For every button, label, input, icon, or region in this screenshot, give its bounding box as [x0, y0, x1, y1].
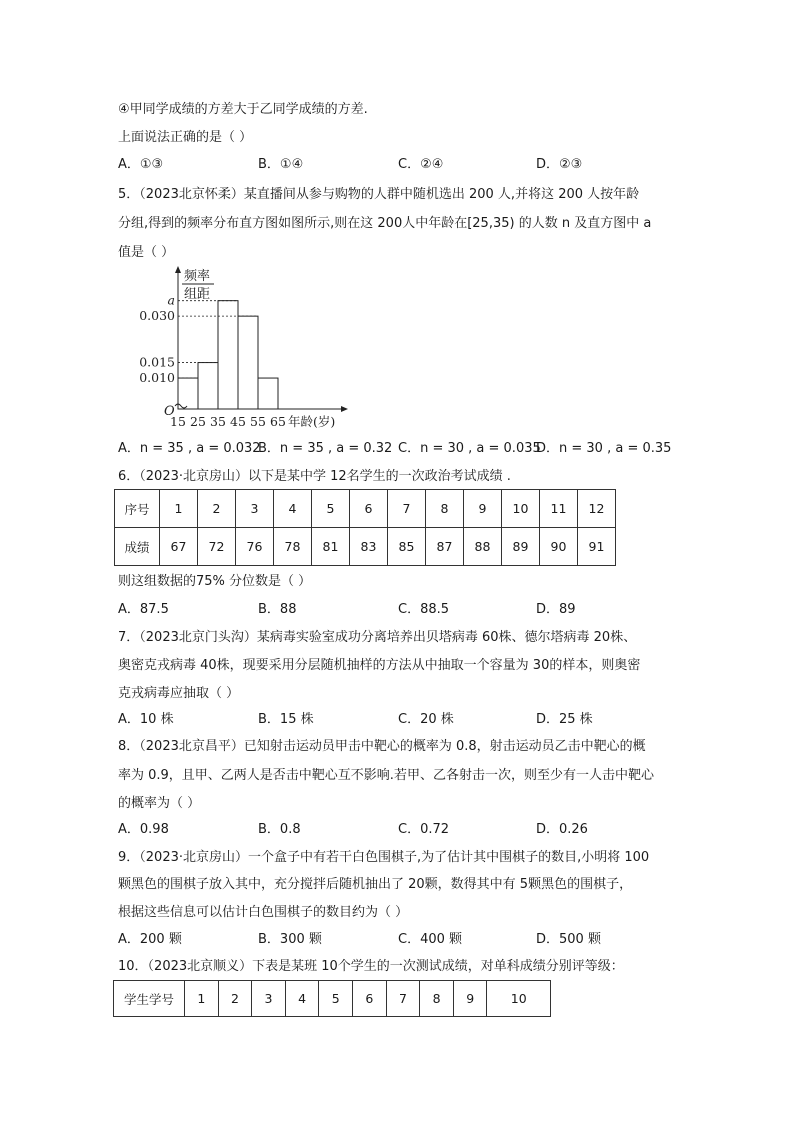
q8-option-a: A．0.98 [118, 822, 169, 837]
q5-option-b: B．n = 35 , a = 0.32 [258, 441, 393, 456]
q4-statement-4: ④甲同学成绩的方差大于乙同学成绩的方差. [118, 102, 368, 117]
x-axis-label: 年龄(岁) [288, 414, 336, 429]
y-axis-arrow [175, 266, 181, 273]
table-cell: 91 [578, 528, 616, 566]
table-cell: 90 [540, 528, 578, 566]
table-row [114, 981, 551, 1017]
histogram-bar [198, 363, 218, 409]
table-cell: 6 [350, 490, 388, 528]
table-cell: 6 [353, 981, 387, 1017]
q7-line-3: 克戎病毒应抽取（ ） [118, 686, 240, 701]
q8-line-3: 的概率为（ ） [118, 796, 201, 811]
x-tick-label: 45 [230, 414, 246, 429]
x-tick-label: 15 [170, 414, 186, 429]
q5-options [118, 437, 718, 455]
table-cell: 72 [198, 528, 236, 566]
q5-option-d: D．n = 30 , a = 0.35 [536, 441, 672, 456]
q5-option-a: A．n = 35 , a = 0.032 [118, 441, 261, 456]
histogram-bar [178, 378, 198, 409]
q9-option-c: C．400 颗 [398, 932, 463, 947]
q7-line-1: 7．（2023北京门头沟）某病毒实验室成功分离培养出贝塔病毒 60株、德尔塔病毒 20株、 [118, 630, 637, 645]
q6-option-c: C．88.5 [398, 602, 450, 617]
table-cell: 1 [160, 490, 198, 528]
q8-line-1: 8．（2023北京昌平）已知射击运动员甲击中靶心的概率为 0.8，射击运动员乙击中靶心的概 [118, 739, 646, 754]
q6-options [118, 598, 718, 616]
q9-option-a: A．200 颗 [118, 932, 182, 947]
q9-line-3: 根据这些信息可以估计白色围棋子的数目约为（ ） [118, 905, 409, 920]
y-tick-label: 0.015 [139, 354, 175, 370]
table-cell: 88 [464, 528, 502, 566]
table-cell: 5 [312, 490, 350, 528]
q8-option-c: C．0.72 [398, 822, 450, 837]
q9-options [118, 928, 718, 946]
q7-option-a: A．10 株 [118, 712, 174, 727]
y-tick-label: a [167, 292, 175, 308]
q8-options [118, 818, 718, 836]
table-cell: 87 [426, 528, 464, 566]
table-cell: 9 [453, 981, 487, 1017]
table-cell: 7 [388, 490, 426, 528]
q6-option-d: D．89 [536, 602, 576, 617]
y-tick-label: 0.010 [139, 370, 175, 386]
q4-question: 上面说法正确的是（ ） [118, 130, 253, 145]
table-cell: 1 [185, 981, 219, 1017]
table-cell: 81 [312, 528, 350, 566]
q7-line-2: 奥密克戎病毒 40株，现要采用分层随机抽样的方法从中抽取一个容量为 30的样本，则奥密 [118, 658, 641, 673]
table-cell: 4 [274, 490, 312, 528]
table-cell: 4 [285, 981, 319, 1017]
table-cell: 10 [487, 981, 551, 1017]
table-cell: 2 [198, 490, 236, 528]
histogram-bar [238, 316, 258, 409]
x-tick-label: 25 [190, 414, 206, 429]
table-cell: 8 [426, 490, 464, 528]
q9-option-b: B．300 颗 [258, 932, 322, 947]
table-cell: 12 [578, 490, 616, 528]
q6-score-table [114, 489, 616, 566]
q4-options [118, 153, 718, 171]
table-cell: 76 [236, 528, 274, 566]
y-tick-label: 0.030 [139, 308, 175, 324]
table-cell: 78 [274, 528, 312, 566]
table-cell: 11 [540, 490, 578, 528]
q5-line-1: 5．（2023北京怀柔）某直播间从参与购物的人群中随机选出 200 人,并将这 200 人按年龄 [118, 187, 640, 202]
q5-line-3: 值是（ ） [118, 245, 175, 260]
y-axis-label-top: 频率 [184, 269, 211, 284]
table-cell: 8 [420, 981, 454, 1017]
origin-label: O [164, 404, 175, 419]
q5-line-2: 分组,得到的频率分布直方图如图所示,则在这 200人中年龄在[25,35) 的人数 n 及直方图中 a [118, 216, 652, 231]
q7-option-b: B．15 株 [258, 712, 314, 727]
q8-option-d: D．0.26 [536, 822, 588, 837]
q9-line-2: 颗黑色的围棋子放入其中，充分搅拌后随机抽出了 20颗，数得其中有 5颗黑色的围棋子， [118, 877, 633, 892]
q9-line-1: 9．（2023·北京房山）一个盒子中有若干白色围棋子,为了估计其中围棋子的数目,小明将 100 [118, 850, 650, 865]
table-header-cell: 学生学号 [114, 981, 185, 1017]
table-header-cell: 序号 [115, 490, 160, 528]
x-tick-label: 35 [210, 414, 226, 429]
table-cell: 3 [252, 981, 286, 1017]
q4-option-d: D．②③ [536, 157, 583, 172]
q10-student-table [113, 980, 551, 1017]
table-cell: 85 [388, 528, 426, 566]
table-row [115, 528, 616, 566]
table-cell: 67 [160, 528, 198, 566]
q5-option-c: C．n = 30 , a = 0.035 [398, 441, 541, 456]
x-tick-label: 55 [250, 414, 266, 429]
q6-option-b: B．88 [258, 602, 297, 617]
x-tick-label: 65 [270, 414, 286, 429]
q4-option-c: C．②④ [398, 157, 444, 172]
q7-option-c: C．20 株 [398, 712, 454, 727]
q6-line-1: 6．（2023·北京房山）以下是某中学 12名学生的一次政治考试成绩 . [118, 469, 511, 484]
table-cell: 83 [350, 528, 388, 566]
q4-option-b: B．①④ [258, 157, 304, 172]
table-cell: 7 [386, 981, 420, 1017]
q9-option-d: D．500 颗 [536, 932, 601, 947]
q6-question: 则这组数据的75% 分位数是（ ） [118, 574, 312, 589]
histogram-chart [138, 262, 358, 432]
q8-line-2: 率为 0.9，且甲、乙两人是否击中靶心互不影响.若甲、乙各射击一次，则至少有一人击中靶心 [118, 768, 654, 783]
table-cell: 3 [236, 490, 274, 528]
table-cell: 10 [502, 490, 540, 528]
table-row [115, 490, 616, 528]
q8-option-b: B．0.8 [258, 822, 301, 837]
table-header-cell: 成绩 [115, 528, 160, 566]
table-cell: 89 [502, 528, 540, 566]
table-cell: 5 [319, 981, 353, 1017]
histogram-bar [258, 378, 278, 409]
q6-option-a: A．87.5 [118, 602, 169, 617]
histogram-bar [218, 301, 238, 409]
y-axis-label-bottom: 组距 [184, 287, 211, 302]
table-cell: 9 [464, 490, 502, 528]
q7-options [118, 708, 718, 726]
x-axis-arrow [341, 406, 348, 412]
q10-line-1: 10．（2023北京顺义）下表是某班 10个学生的一次测试成绩，对单科成绩分别评等级： [118, 959, 624, 974]
table-cell: 2 [218, 981, 252, 1017]
axis-break-mark [175, 404, 187, 408]
q7-option-d: D．25 株 [536, 712, 593, 727]
q4-option-a: A．①③ [118, 157, 164, 172]
